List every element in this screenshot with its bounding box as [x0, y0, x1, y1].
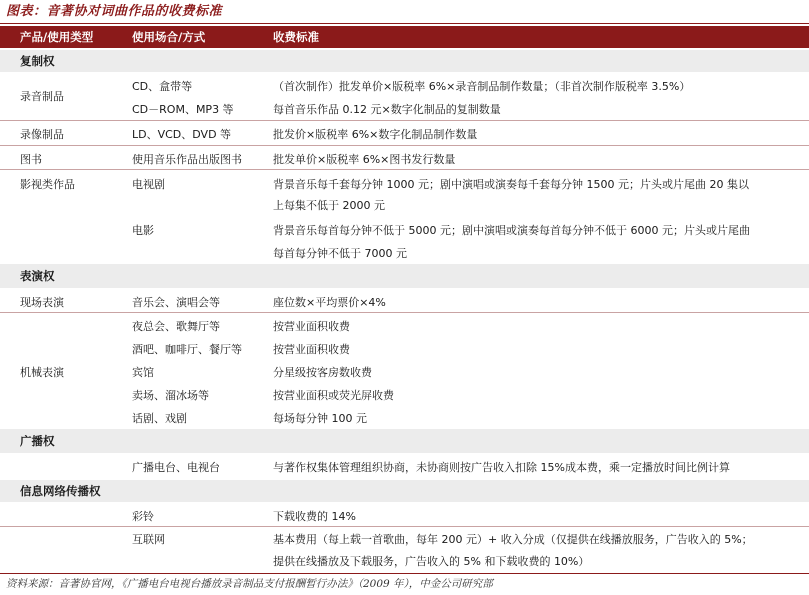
row-fee-radio-tv: 与著作权集体管理组织协商，未协商则按广告收入扣除 15%成本费，乘一定播放时间比例计算 — [273, 461, 730, 474]
header-fee-standard: 收费标准 — [273, 30, 319, 44]
row-use-bar: 酒吧、咖啡厅、餐厅等 — [132, 343, 242, 356]
row-fee-concert: 座位数×平均票价×4% — [273, 296, 386, 309]
section-label: 广播权 — [20, 434, 55, 448]
row-use-hotel: 宾馆 — [132, 366, 154, 379]
row-type-video: 录像制品 — [20, 128, 64, 141]
row-use-nightclub: 夜总会、歌舞厅等 — [132, 320, 220, 333]
row-fee-bar: 按营业面积收费 — [273, 343, 350, 356]
row-fee-cdrom: 每首音乐作品 0.12 元×数字化制品的复制数量 — [273, 103, 501, 116]
row-fee-ringtone: 下载收费的 14% — [273, 510, 356, 523]
row-use-cd: CD、盒带等 — [132, 80, 193, 93]
footer-divider — [0, 573, 809, 574]
section-label: 复制权 — [20, 54, 55, 68]
row-fee-movie-line1: 背景音乐每首每分钟不低于 5000 元；剧中演唱或演奏每首每分钟不低于 6000 元；片头或片尾曲 — [273, 224, 750, 237]
table-header — [0, 26, 809, 48]
row-fee-hotel: 分星级按客房数收费 — [273, 366, 372, 379]
source-note: 资料来源：音著协官网，《广播电台电视台播放录音制品支付报酬暂行办法》（2009 年），中金公司研究部 — [6, 578, 493, 590]
section-network-right — [0, 480, 809, 502]
row-fee-theater: 每场每分钟 100 元 — [273, 412, 367, 425]
row-divider — [0, 312, 809, 313]
row-fee-tv-drama-line1: 背景音乐每千套每分钟 1000 元；剧中演唱或演奏每千套每分钟 1500 元；片头或片尾曲 20 集以 — [273, 178, 749, 191]
row-type-book: 图书 — [20, 153, 42, 166]
row-fee-mall: 按营业面积或荧光屏收费 — [273, 389, 394, 402]
row-use-cdrom: CD－ROM、MP3 等 — [132, 103, 234, 116]
row-divider — [0, 526, 809, 527]
section-performance-right — [0, 264, 809, 288]
section-broadcast-right — [0, 429, 809, 453]
row-fee-nightclub: 按营业面积收费 — [273, 320, 350, 333]
row-use-radio-tv: 广播电台、电视台 — [132, 461, 220, 474]
row-fee-video: 批发价×版税率 6%×数字化制品制作数量 — [273, 128, 478, 141]
row-fee-internet-line1: 基本费用（每上载一首歌曲，每年 200 元）+ 收入分成（仅提供在线播放服务，广告收入的 5%； — [273, 533, 753, 546]
row-use-concert: 音乐会、演唱会等 — [132, 296, 220, 309]
title-divider — [0, 23, 809, 24]
row-use-movie: 电影 — [132, 224, 154, 237]
row-fee-tv-drama-line2: 上每集不低于 2000 元 — [273, 199, 385, 212]
row-use-video: LD、VCD、DVD 等 — [132, 128, 232, 141]
row-use-mall: 卖场、溜冰场等 — [132, 389, 209, 402]
header-product-type: 产品/使用类型 — [20, 30, 94, 44]
header-usage: 使用场合/方式 — [132, 30, 206, 44]
row-divider — [0, 120, 809, 121]
section-copy-right — [0, 50, 809, 72]
row-type-film: 影视类作品 — [20, 178, 75, 191]
row-type-audio: 录音制品 — [20, 90, 64, 103]
row-use-theater: 话剧、戏剧 — [132, 412, 187, 425]
row-fee-movie-line2: 每首每分钟不低于 7000 元 — [273, 247, 407, 260]
row-use-tv-drama: 电视剧 — [132, 178, 165, 191]
row-divider — [0, 169, 809, 170]
section-label: 表演权 — [20, 269, 55, 283]
page-title: 图表：音著协对词曲作品的收费标准 — [6, 4, 223, 19]
row-use-ringtone: 彩铃 — [132, 510, 154, 523]
row-use-book: 使用音乐作品出版图书 — [132, 153, 242, 166]
row-fee-internet-line2: 提供在线播放及下载服务，广告收入的 5% 和下载收费的 10%） — [273, 555, 590, 568]
row-fee-cd: （首次制作）批发单价×版税率 6%×录音制品制作数量；（非首次制作版税率 3.5%） — [273, 80, 691, 93]
row-use-internet: 互联网 — [132, 533, 165, 546]
row-fee-book: 批发单价×版税率 6%×图书发行数量 — [273, 153, 456, 166]
row-type-mechanical: 机械表演 — [20, 366, 64, 379]
row-divider — [0, 145, 809, 146]
section-label: 信息网络传播权 — [20, 484, 101, 498]
row-type-live: 现场表演 — [20, 296, 64, 309]
